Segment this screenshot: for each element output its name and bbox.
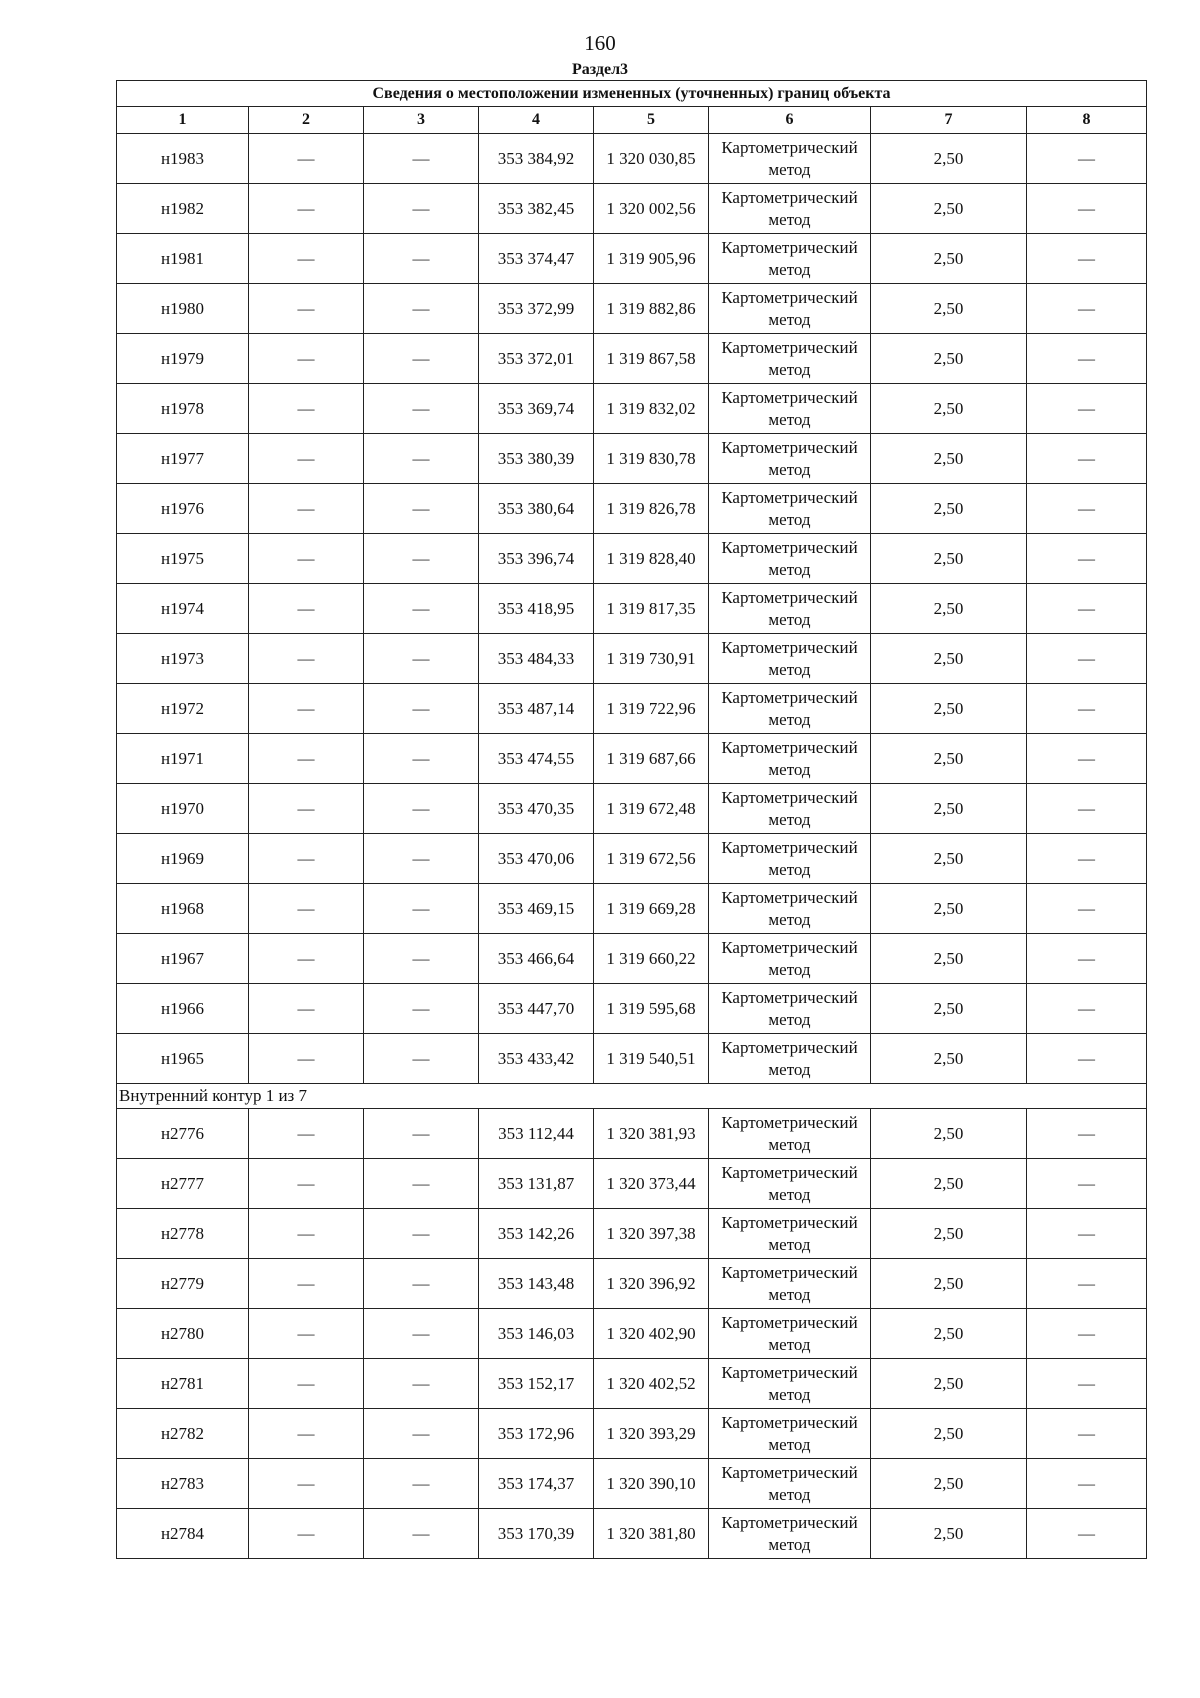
- boundary-coordinates-table: [116, 80, 1147, 1559]
- table-row: [117, 1309, 1147, 1359]
- column-header-8: 8: [1027, 107, 1147, 134]
- point-name-cell: н1971: [117, 734, 249, 784]
- col8-cell: —: [1027, 334, 1147, 384]
- col8-cell: —: [1027, 784, 1147, 834]
- col3-cell: —: [364, 184, 479, 234]
- point-name-cell: н2778: [117, 1209, 249, 1259]
- accuracy-cell: 2,50: [871, 1259, 1027, 1309]
- accuracy-cell: 2,50: [871, 1509, 1027, 1559]
- x-coordinate-cell: 353 382,45: [479, 184, 594, 234]
- col2-cell: —: [249, 384, 364, 434]
- x-coordinate-cell: 353 484,33: [479, 634, 594, 684]
- y-coordinate-cell: 1 320 397,38: [594, 1209, 709, 1259]
- x-coordinate-cell: 353 172,96: [479, 1409, 594, 1459]
- table-caption: Сведения о местоположении измененных (уточненных) границ объекта: [117, 81, 1147, 107]
- table-row: [117, 1034, 1147, 1084]
- table-row: [117, 734, 1147, 784]
- point-name-cell: н1972: [117, 684, 249, 734]
- column-header-3: 3: [364, 107, 479, 134]
- x-coordinate-cell: 353 374,47: [479, 234, 594, 284]
- accuracy-cell: 2,50: [871, 734, 1027, 784]
- page-number: 160: [584, 31, 616, 55]
- y-coordinate-cell: 1 319 540,51: [594, 1034, 709, 1084]
- col8-cell: —: [1027, 434, 1147, 484]
- col2-cell: —: [249, 334, 364, 384]
- col2-cell: —: [249, 984, 364, 1034]
- col8-cell: —: [1027, 1359, 1147, 1409]
- col8-cell: —: [1027, 534, 1147, 584]
- method-cell: Картометрический метод: [709, 1309, 871, 1359]
- col8-cell: —: [1027, 1459, 1147, 1509]
- y-coordinate-cell: 1 320 402,52: [594, 1359, 709, 1409]
- col2-cell: —: [249, 784, 364, 834]
- col8-cell: —: [1027, 284, 1147, 334]
- col8-cell: —: [1027, 1159, 1147, 1209]
- y-coordinate-cell: 1 320 381,93: [594, 1109, 709, 1159]
- col2-cell: —: [249, 1034, 364, 1084]
- col8-cell: —: [1027, 884, 1147, 934]
- x-coordinate-cell: 353 142,26: [479, 1209, 594, 1259]
- method-cell: Картометрический метод: [709, 434, 871, 484]
- point-name-cell: н2782: [117, 1409, 249, 1459]
- col3-cell: —: [364, 634, 479, 684]
- point-name-cell: н1973: [117, 634, 249, 684]
- col3-cell: —: [364, 1409, 479, 1459]
- col3-cell: —: [364, 1309, 479, 1359]
- table-row: [117, 334, 1147, 384]
- method-cell: Картометрический метод: [709, 1209, 871, 1259]
- x-coordinate-cell: 353 143,48: [479, 1259, 594, 1309]
- point-name-cell: н1978: [117, 384, 249, 434]
- col2-cell: —: [249, 884, 364, 934]
- x-coordinate-cell: 353 174,37: [479, 1459, 594, 1509]
- y-coordinate-cell: 1 319 826,78: [594, 484, 709, 534]
- x-coordinate-cell: 353 380,39: [479, 434, 594, 484]
- col2-cell: —: [249, 1209, 364, 1259]
- method-cell: Картометрический метод: [709, 1034, 871, 1084]
- col3-cell: —: [364, 1109, 479, 1159]
- table-row: [117, 384, 1147, 434]
- col8-cell: —: [1027, 1509, 1147, 1559]
- col3-cell: —: [364, 384, 479, 434]
- x-coordinate-cell: 353 487,14: [479, 684, 594, 734]
- col8-cell: —: [1027, 1109, 1147, 1159]
- accuracy-cell: 2,50: [871, 584, 1027, 634]
- col2-cell: —: [249, 1409, 364, 1459]
- accuracy-cell: 2,50: [871, 334, 1027, 384]
- col3-cell: —: [364, 884, 479, 934]
- col8-cell: —: [1027, 734, 1147, 784]
- y-coordinate-cell: 1 320 030,85: [594, 134, 709, 184]
- y-coordinate-cell: 1 319 595,68: [594, 984, 709, 1034]
- table-row: [117, 584, 1147, 634]
- col3-cell: —: [364, 684, 479, 734]
- col8-cell: —: [1027, 584, 1147, 634]
- accuracy-cell: 2,50: [871, 834, 1027, 884]
- y-coordinate-cell: 1 319 882,86: [594, 284, 709, 334]
- col2-cell: —: [249, 684, 364, 734]
- accuracy-cell: 2,50: [871, 1034, 1027, 1084]
- column-header-2: 2: [249, 107, 364, 134]
- point-name-cell: н1983: [117, 134, 249, 184]
- contour-label-row: [117, 1084, 1147, 1109]
- method-cell: Картометрический метод: [709, 1509, 871, 1559]
- accuracy-cell: 2,50: [871, 634, 1027, 684]
- point-name-cell: н1966: [117, 984, 249, 1034]
- point-name-cell: н2776: [117, 1109, 249, 1159]
- table-row: [117, 434, 1147, 484]
- col2-cell: —: [249, 1359, 364, 1409]
- col3-cell: —: [364, 534, 479, 584]
- y-coordinate-cell: 1 319 672,56: [594, 834, 709, 884]
- col3-cell: —: [364, 984, 479, 1034]
- col3-cell: —: [364, 1259, 479, 1309]
- table-row: [117, 284, 1147, 334]
- col2-cell: —: [249, 1309, 364, 1359]
- table-body: [117, 134, 1147, 1559]
- y-coordinate-cell: 1 320 002,56: [594, 184, 709, 234]
- accuracy-cell: 2,50: [871, 184, 1027, 234]
- point-name-cell: н1976: [117, 484, 249, 534]
- method-cell: Картометрический метод: [709, 134, 871, 184]
- point-name-cell: н1968: [117, 884, 249, 934]
- table-row: [117, 534, 1147, 584]
- column-header-7: 7: [871, 107, 1027, 134]
- accuracy-cell: 2,50: [871, 284, 1027, 334]
- table-row: [117, 984, 1147, 1034]
- col8-cell: —: [1027, 384, 1147, 434]
- col2-cell: —: [249, 534, 364, 584]
- table-row: [117, 784, 1147, 834]
- point-name-cell: н1977: [117, 434, 249, 484]
- col8-cell: —: [1027, 984, 1147, 1034]
- method-cell: Картометрический метод: [709, 384, 871, 434]
- col8-cell: —: [1027, 834, 1147, 884]
- y-coordinate-cell: 1 319 660,22: [594, 934, 709, 984]
- table-row: [117, 1209, 1147, 1259]
- accuracy-cell: 2,50: [871, 484, 1027, 534]
- col3-cell: —: [364, 1034, 479, 1084]
- col2-cell: —: [249, 134, 364, 184]
- y-coordinate-cell: 1 319 905,96: [594, 234, 709, 284]
- y-coordinate-cell: 1 319 722,96: [594, 684, 709, 734]
- column-header-6: 6: [709, 107, 871, 134]
- y-coordinate-cell: 1 320 381,80: [594, 1509, 709, 1559]
- y-coordinate-cell: 1 319 669,28: [594, 884, 709, 934]
- col2-cell: —: [249, 584, 364, 634]
- table-row: [117, 484, 1147, 534]
- column-header-1: 1: [117, 107, 249, 134]
- contour-label: Внутренний контур 1 из 7: [117, 1084, 1147, 1109]
- col8-cell: —: [1027, 234, 1147, 284]
- x-coordinate-cell: 353 470,35: [479, 784, 594, 834]
- point-name-cell: н1967: [117, 934, 249, 984]
- method-cell: Картометрический метод: [709, 734, 871, 784]
- method-cell: Картометрический метод: [709, 284, 871, 334]
- col2-cell: —: [249, 1159, 364, 1209]
- method-cell: Картометрический метод: [709, 1109, 871, 1159]
- col2-cell: —: [249, 284, 364, 334]
- col3-cell: —: [364, 1159, 479, 1209]
- point-name-cell: н1981: [117, 234, 249, 284]
- point-name-cell: н1975: [117, 534, 249, 584]
- col2-cell: —: [249, 834, 364, 884]
- point-name-cell: н1982: [117, 184, 249, 234]
- x-coordinate-cell: 353 447,70: [479, 984, 594, 1034]
- accuracy-cell: 2,50: [871, 434, 1027, 484]
- x-coordinate-cell: 353 112,44: [479, 1109, 594, 1159]
- point-name-cell: н1974: [117, 584, 249, 634]
- point-name-cell: н1979: [117, 334, 249, 384]
- x-coordinate-cell: 353 474,55: [479, 734, 594, 784]
- method-cell: Картометрический метод: [709, 684, 871, 734]
- x-coordinate-cell: 353 396,74: [479, 534, 594, 584]
- col3-cell: —: [364, 134, 479, 184]
- method-cell: Картометрический метод: [709, 184, 871, 234]
- x-coordinate-cell: 353 152,17: [479, 1359, 594, 1409]
- col8-cell: —: [1027, 1259, 1147, 1309]
- col2-cell: —: [249, 1109, 364, 1159]
- point-name-cell: н2777: [117, 1159, 249, 1209]
- col8-cell: —: [1027, 684, 1147, 734]
- accuracy-cell: 2,50: [871, 134, 1027, 184]
- column-header-4: 4: [479, 107, 594, 134]
- point-name-cell: н2781: [117, 1359, 249, 1409]
- x-coordinate-cell: 353 433,42: [479, 1034, 594, 1084]
- method-cell: Картометрический метод: [709, 234, 871, 284]
- col2-cell: —: [249, 1509, 364, 1559]
- x-coordinate-cell: 353 372,01: [479, 334, 594, 384]
- col3-cell: —: [364, 834, 479, 884]
- y-coordinate-cell: 1 320 373,44: [594, 1159, 709, 1209]
- col3-cell: —: [364, 1459, 479, 1509]
- table-row: [117, 1259, 1147, 1309]
- x-coordinate-cell: 353 466,64: [479, 934, 594, 984]
- col3-cell: —: [364, 234, 479, 284]
- col3-cell: —: [364, 934, 479, 984]
- method-cell: Картометрический метод: [709, 1259, 871, 1309]
- accuracy-cell: 2,50: [871, 1359, 1027, 1409]
- accuracy-cell: 2,50: [871, 1209, 1027, 1259]
- method-cell: Картометрический метод: [709, 484, 871, 534]
- col3-cell: —: [364, 584, 479, 634]
- table-row: [117, 884, 1147, 934]
- method-cell: Картометрический метод: [709, 1409, 871, 1459]
- accuracy-cell: 2,50: [871, 684, 1027, 734]
- y-coordinate-cell: 1 319 730,91: [594, 634, 709, 684]
- point-name-cell: н2783: [117, 1459, 249, 1509]
- method-cell: Картометрический метод: [709, 1159, 871, 1209]
- point-name-cell: н1965: [117, 1034, 249, 1084]
- x-coordinate-cell: 353 418,95: [479, 584, 594, 634]
- method-cell: Картометрический метод: [709, 334, 871, 384]
- accuracy-cell: 2,50: [871, 1409, 1027, 1459]
- point-name-cell: н2784: [117, 1509, 249, 1559]
- x-coordinate-cell: 353 131,87: [479, 1159, 594, 1209]
- x-coordinate-cell: 353 384,92: [479, 134, 594, 184]
- method-cell: Картометрический метод: [709, 534, 871, 584]
- table-row: [117, 634, 1147, 684]
- table-row: [117, 934, 1147, 984]
- col2-cell: —: [249, 484, 364, 534]
- point-name-cell: н1969: [117, 834, 249, 884]
- col8-cell: —: [1027, 1034, 1147, 1084]
- y-coordinate-cell: 1 320 402,90: [594, 1309, 709, 1359]
- y-coordinate-cell: 1 319 672,48: [594, 784, 709, 834]
- accuracy-cell: 2,50: [871, 1309, 1027, 1359]
- y-coordinate-cell: 1 319 832,02: [594, 384, 709, 434]
- method-cell: Картометрический метод: [709, 1459, 871, 1509]
- x-coordinate-cell: 353 372,99: [479, 284, 594, 334]
- col3-cell: —: [364, 1209, 479, 1259]
- col3-cell: —: [364, 334, 479, 384]
- col8-cell: —: [1027, 134, 1147, 184]
- table-row: [117, 684, 1147, 734]
- method-cell: Картометрический метод: [709, 634, 871, 684]
- col8-cell: —: [1027, 934, 1147, 984]
- table-row: [117, 234, 1147, 284]
- x-coordinate-cell: 353 170,39: [479, 1509, 594, 1559]
- table-row: [117, 1109, 1147, 1159]
- col3-cell: —: [364, 1509, 479, 1559]
- x-coordinate-cell: 353 380,64: [479, 484, 594, 534]
- col3-cell: —: [364, 1359, 479, 1409]
- accuracy-cell: 2,50: [871, 884, 1027, 934]
- point-name-cell: н1970: [117, 784, 249, 834]
- col2-cell: —: [249, 434, 364, 484]
- column-header-row: [117, 107, 1147, 134]
- method-cell: Картометрический метод: [709, 834, 871, 884]
- col2-cell: —: [249, 934, 364, 984]
- col3-cell: —: [364, 734, 479, 784]
- method-cell: Картометрический метод: [709, 934, 871, 984]
- point-name-cell: н2779: [117, 1259, 249, 1309]
- accuracy-cell: 2,50: [871, 984, 1027, 1034]
- col8-cell: —: [1027, 634, 1147, 684]
- method-cell: Картометрический метод: [709, 984, 871, 1034]
- col8-cell: —: [1027, 1309, 1147, 1359]
- x-coordinate-cell: 353 469,15: [479, 884, 594, 934]
- y-coordinate-cell: 1 319 867,58: [594, 334, 709, 384]
- y-coordinate-cell: 1 319 817,35: [594, 584, 709, 634]
- accuracy-cell: 2,50: [871, 1459, 1027, 1509]
- x-coordinate-cell: 353 146,03: [479, 1309, 594, 1359]
- col2-cell: —: [249, 734, 364, 784]
- method-cell: Картометрический метод: [709, 884, 871, 934]
- y-coordinate-cell: 1 320 396,92: [594, 1259, 709, 1309]
- table-row: [117, 184, 1147, 234]
- y-coordinate-cell: 1 319 830,78: [594, 434, 709, 484]
- table-row: [117, 1359, 1147, 1409]
- y-coordinate-cell: 1 319 828,40: [594, 534, 709, 584]
- x-coordinate-cell: 353 470,06: [479, 834, 594, 884]
- table-row: [117, 834, 1147, 884]
- col2-cell: —: [249, 1259, 364, 1309]
- column-header-5: 5: [594, 107, 709, 134]
- accuracy-cell: 2,50: [871, 534, 1027, 584]
- y-coordinate-cell: 1 320 393,29: [594, 1409, 709, 1459]
- point-name-cell: н1980: [117, 284, 249, 334]
- table-row: [117, 1409, 1147, 1459]
- table-row: [117, 1459, 1147, 1509]
- col8-cell: —: [1027, 184, 1147, 234]
- section-title: Раздел3: [571, 61, 629, 78]
- col2-cell: —: [249, 634, 364, 684]
- method-cell: Картометрический метод: [709, 1359, 871, 1409]
- accuracy-cell: 2,50: [871, 1109, 1027, 1159]
- method-cell: Картометрический метод: [709, 784, 871, 834]
- table-row: [117, 1509, 1147, 1559]
- col3-cell: —: [364, 284, 479, 334]
- col8-cell: —: [1027, 1209, 1147, 1259]
- method-cell: Картометрический метод: [709, 584, 871, 634]
- col2-cell: —: [249, 234, 364, 284]
- y-coordinate-cell: 1 319 687,66: [594, 734, 709, 784]
- y-coordinate-cell: 1 320 390,10: [594, 1459, 709, 1509]
- accuracy-cell: 2,50: [871, 934, 1027, 984]
- col8-cell: —: [1027, 1409, 1147, 1459]
- col2-cell: —: [249, 184, 364, 234]
- col3-cell: —: [364, 784, 479, 834]
- accuracy-cell: 2,50: [871, 1159, 1027, 1209]
- col8-cell: —: [1027, 484, 1147, 534]
- col3-cell: —: [364, 484, 479, 534]
- point-name-cell: н2780: [117, 1309, 249, 1359]
- col2-cell: —: [249, 1459, 364, 1509]
- accuracy-cell: 2,50: [871, 234, 1027, 284]
- table-row: [117, 1159, 1147, 1209]
- table-row: [117, 134, 1147, 184]
- x-coordinate-cell: 353 369,74: [479, 384, 594, 434]
- col3-cell: —: [364, 434, 479, 484]
- accuracy-cell: 2,50: [871, 784, 1027, 834]
- accuracy-cell: 2,50: [871, 384, 1027, 434]
